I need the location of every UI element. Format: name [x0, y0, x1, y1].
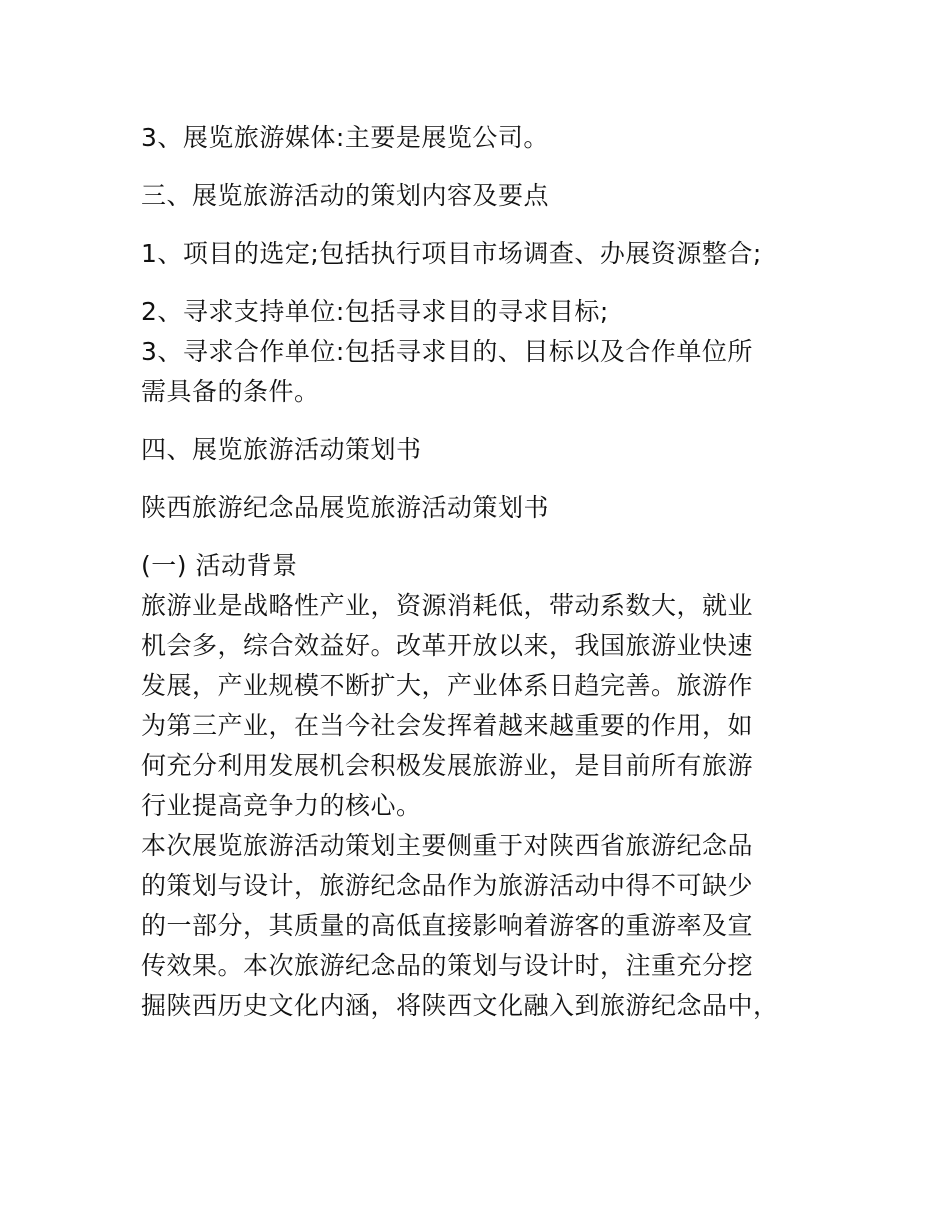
item-partner-units-line1: 3、寻求合作单位:包括寻求目的、目标以及合作单位所 — [141, 337, 753, 366]
paragraph-line: 掘陕西历史文化内涵，将陕西文化融入到旅游纪念品中， — [141, 991, 779, 1020]
item-partner-units-line2: 需具备的条件。 — [141, 377, 320, 406]
paragraph-line: 的策划与设计，旅游纪念品作为旅游活动中得不可缺少 — [141, 871, 754, 900]
paragraph-line: 何充分利用发展机会积极发展旅游业，是目前所有旅游 — [141, 751, 754, 780]
paragraph-planning — [141, 826, 811, 1026]
paragraph-line: 旅游业是战略性产业，资源消耗低，带动系数大，就业 — [141, 591, 754, 620]
item-partner-units — [141, 332, 811, 412]
document-page — [141, 118, 811, 1026]
line-media: 3、展览旅游媒体:主要是展览公司。 — [141, 123, 549, 152]
item-project-selection: 1、项目的选定;包括执行项目市场调查、办展资源整合; — [141, 239, 762, 268]
paragraph-line: 本次展览旅游活动策划主要侧重于对陕西省旅游纪念品 — [141, 831, 754, 860]
paragraph-background — [141, 586, 811, 826]
section4-heading: 四、展览旅游活动策划书 — [141, 435, 422, 464]
paragraph-line: 发展，产业规模不断扩大，产业体系日趋完善。旅游作 — [141, 671, 754, 700]
paragraph-line: 的一部分，其质量的高低直接影响着游客的重游率及宣 — [141, 911, 754, 940]
plan-title: 陕西旅游纪念品展览旅游活动策划书 — [141, 493, 550, 522]
paragraph-line: 机会多，综合效益好。改革开放以来，我国旅游业快速 — [141, 631, 754, 660]
paragraph-line: 为第三产业，在当今社会发挥着越来越重要的作用，如 — [141, 711, 754, 740]
background-heading: (一) 活动背景 — [141, 551, 298, 580]
paragraph-line: 传效果。本次旅游纪念品的策划与设计时，注重充分挖 — [141, 951, 754, 980]
section3-heading: 三、展览旅游活动的策划内容及要点 — [141, 181, 550, 210]
paragraph-line: 行业提高竞争力的核心。 — [141, 791, 422, 820]
item-support-units: 2、寻求支持单位:包括寻求目的寻求目标; — [141, 297, 609, 326]
